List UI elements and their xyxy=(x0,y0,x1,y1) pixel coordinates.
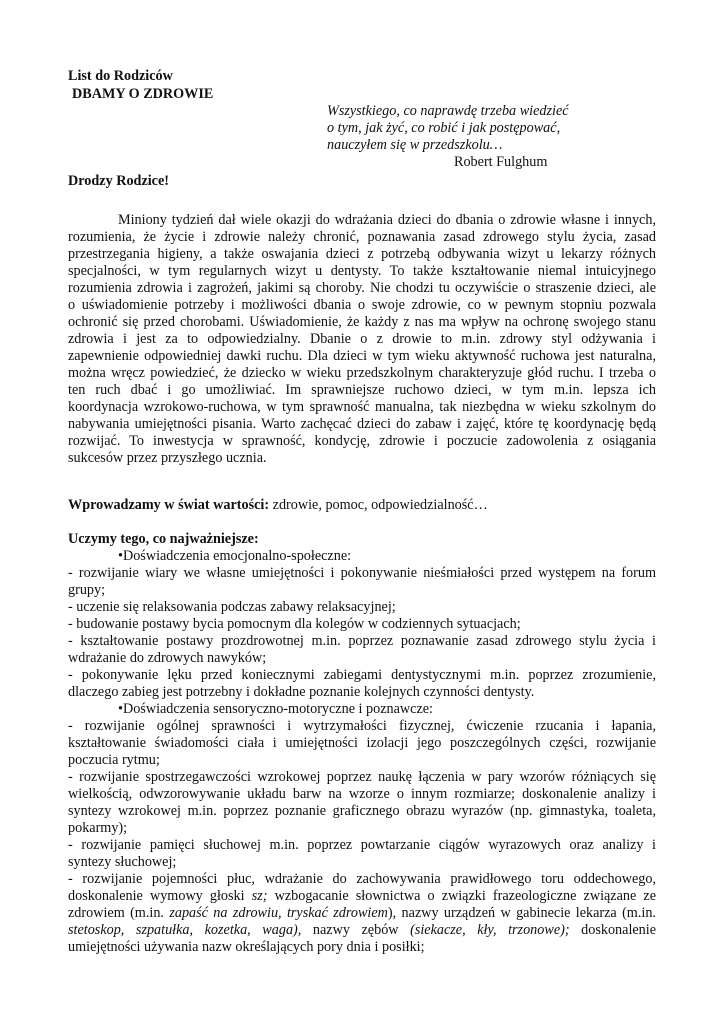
text-run: wzbogacanie słownictwa o związki frazeologiczne związane ze xyxy=(267,888,656,904)
section-title-emotional-social: •Doświadczenia emocjonalno-społeczne: xyxy=(118,548,352,564)
list-line: - pokonywanie lęku przed koniecznymi zabiegami dentystycznymi m.in. poprzez zrozumienie, xyxy=(68,667,656,683)
paragraph-line: specjalności, w tym regularnych wizyt u dentysty. To także kształtowanie niemal intuicyjnego xyxy=(68,263,656,279)
paragraph-line: o uświadomienie potrzeby i możliwości dbania o swoje zdrowie, co w pewnym stopniu pozwala xyxy=(68,297,656,313)
section-title-sensory-motor: •Doświadczenia sensoryczno-motoryczne i poznawcze: xyxy=(118,701,433,717)
list-line: dlaczego zabieg jest potrzebny i dokładne poznanie kolejnych czynności dentysty. xyxy=(68,684,535,700)
list-line: pokarmy); xyxy=(68,820,128,836)
epigraph-line: nauczyłem się w przedszkolu… xyxy=(327,137,503,153)
text-run-italic: sz; xyxy=(251,888,268,904)
paragraph-line: ochronić się przed chorobami. Uświadomienie, że każdy z nas ma wpływ na ochronę swojego stanu xyxy=(68,314,656,330)
paragraph-line: nabywania umiejętności pisania. Warto zachęcać dzieci do zabaw i zajęć, które tę koordynację będą xyxy=(68,416,656,432)
paragraph-line: koordynacja wzrokowo-ruchowa, w tym sprawność manualna, tak niezbędna w wieku szkolnym do xyxy=(68,399,656,415)
epigraph-line: Wszystkiego, co naprawdę trzeba wiedzieć xyxy=(327,103,569,119)
list-line: - rozwijanie pamięci słuchowej m.in. poprzez powtarzanie ciągów wyrazowych oraz analizy i xyxy=(68,837,656,853)
list-line: - rozwijanie wiary we własne umiejętności i pokonywanie nieśmiałości przed występem na forum xyxy=(68,565,656,581)
teach-heading: Uczymy tego, co najważniejsze: xyxy=(68,531,259,547)
paragraph-line: zapewnienie odpowiedniej dawki ruchu. Dla dzieci w tym wieku aktywność ruchowa jest naturalna, xyxy=(68,348,656,364)
list-line: grupy; xyxy=(68,582,106,598)
list-line: kształtowanie świadomości ciała i umiejętności izolacji jego poszczególnych części, rozwijanie xyxy=(68,735,656,751)
values-text: zdrowie, pomoc, odpowiedzialność… xyxy=(269,497,488,513)
list-line xyxy=(68,905,656,922)
epigraph-line: o tym, jak żyć, co robić i jak postępować, xyxy=(327,120,561,136)
list-line: - budowanie postawy bycia pomocnym dla kolegów w codziennych sytuacjach; xyxy=(68,616,521,632)
paragraph-line: rozwijać. To inwestycja w sprawność, kondycję, zdrowie i poczucie zadowolenia z osiągania xyxy=(68,433,656,449)
list-line: - kształtowanie postawy prozdrowotnej m.in. poprzez poznawanie zasad zdrowego stylu życia i xyxy=(68,633,656,649)
text-run: ), nazwy urządzeń w gabinecie lekarza (m.in. xyxy=(387,905,656,921)
paragraph-line: ten ruch dbać i go umożliwiać. Im sprawniejsze ruchowo dzieci, w tym m.in. lepsza ich xyxy=(68,382,656,398)
list-line xyxy=(68,888,656,905)
text-run-italic: (siekacze, kły, trzonowe); xyxy=(410,922,570,938)
paragraph-line: Miniony tydzień dał wiele okazji do wdrażania dzieci do dbania o zdrowie własne i innych, xyxy=(118,212,656,228)
text-run-italic: zapaść na zdrowiu, tryskać zdrowiem xyxy=(169,905,388,921)
text-run-italic: stetoskop, szpatułka, kozetka, waga), xyxy=(68,922,302,938)
letter-subtitle: DBAMY O ZDROWIE xyxy=(72,86,214,102)
epigraph-author: Robert Fulghum xyxy=(454,154,548,170)
greeting: Drodzy Rodzice! xyxy=(68,173,169,189)
values-label: Wprowadzamy w świat wartości: xyxy=(68,497,270,513)
paragraph-line: sukcesów przez przyszłego ucznia. xyxy=(68,450,267,466)
paragraph-line: rozumienia zdrowia i zagrożeń, jakimi są choroby. Nie chodzi tu oczywiście o straszenie dzieci, ale xyxy=(68,280,656,296)
letter-title: List do Rodziców xyxy=(68,68,173,84)
list-line xyxy=(68,922,656,939)
list-line: - rozwijanie spostrzegawczości wzrokowej poprzez naukę łączenia w pary wzorów różniących się xyxy=(68,769,656,785)
text-run: doskonalenie wymowy głoski xyxy=(68,888,252,904)
list-line: poczucia rytmu; xyxy=(68,752,160,768)
text-run: nazwy zębów xyxy=(301,922,411,938)
text-run: zdrowiem (m.in. xyxy=(68,905,170,921)
paragraph-line: rozumienia, że życie i zdrowie należy chronić, poznawania zasad zdrowego stylu życia, zasad xyxy=(68,229,656,245)
list-line: syntezy słuchowej; xyxy=(68,854,177,870)
values-line xyxy=(68,497,656,514)
list-line: - rozwijanie ogólnej sprawności i wytrzymałości fizycznej, ćwiczenie rzucania i łapania, xyxy=(68,718,656,734)
list-line: wdrażanie do zdrowych nawyków; xyxy=(68,650,267,666)
paragraph-line: przestrzegania higieny, a także oswajania dzieci z potrzebą odbywania wizyt u lekarzy różnych xyxy=(68,246,656,262)
list-line: umiejętności używania nazw określających pory dnia i posiłki; xyxy=(68,939,425,955)
paragraph-line: zdrowia i jest za to odpowiedzialny. Dbanie o z drowie to m.in. zdrowy styl odżywania i xyxy=(68,331,656,347)
text-run: doskonalenie xyxy=(569,922,657,938)
list-line: - rozwijanie pojemności płuc, wdrażanie do zachowywania prawidłowego toru oddechowego, xyxy=(68,871,656,887)
paragraph-line: można wręcz powiedzieć, że dziecko w wieku przedszkolnym charakteryzuje głód ruchu. I trzeba o xyxy=(68,365,656,381)
list-line: wielkością, odwzorowywanie układu barw na wzorze o innym rozmiarze; doskonalenie analizy i xyxy=(68,786,656,802)
list-line: - uczenie się relaksowania podczas zabawy relaksacyjnej; xyxy=(68,599,396,615)
list-line: syntezy wzrokowej m.in. poprzez poznanie graficznego obrazu wyrazów (np. gimnastyka, toaleta, xyxy=(68,803,656,819)
